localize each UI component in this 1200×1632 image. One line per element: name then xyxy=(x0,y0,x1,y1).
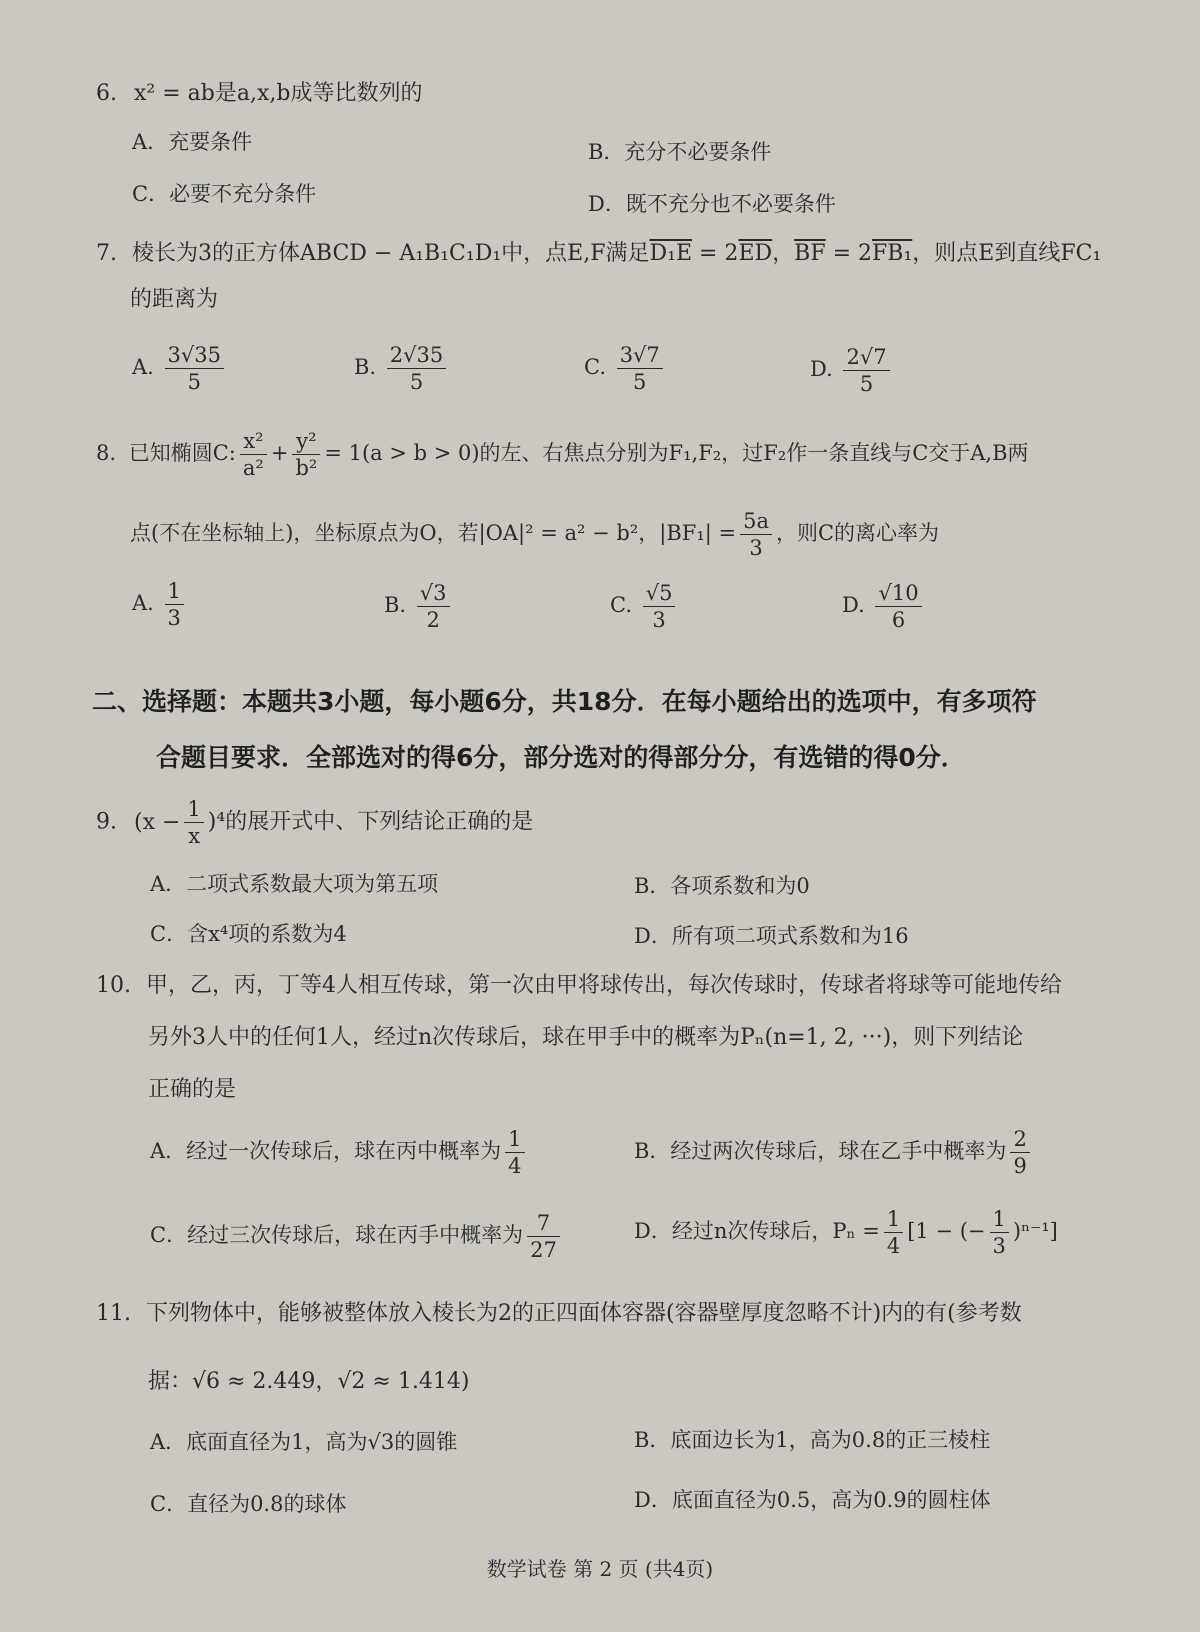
q8-fraction-5a xyxy=(740,508,772,561)
q10-stem-line2: 另外3人中的任何1人，经过n次传球后，球在甲手中的概率为Pₙ(n=1, 2, ···)，则下列结论 xyxy=(148,1025,1024,1050)
q8-text-a: 已知椭圆C: xyxy=(128,441,236,465)
q11-text-line1: 下列物体中，能够被整体放入棱长为2的正四面体容器(容器壁厚度忽略不计)内的有(参考数 xyxy=(146,1301,1022,1326)
q10-option-d-inner-denominator: 3 xyxy=(992,1234,1006,1258)
q9-text-pre: (x − xyxy=(134,809,181,835)
q8-option-b xyxy=(384,580,454,633)
q7-text-g: = 2 xyxy=(825,241,873,266)
q11-stem-line1 xyxy=(96,1300,1022,1328)
q7-option-a xyxy=(132,342,228,395)
q10-option-a-numerator: 1 xyxy=(505,1126,524,1153)
q6-text: x² = ab是a,x,b成等比数列的 xyxy=(134,81,423,106)
q7-option-d-label: D. xyxy=(810,357,833,381)
q10-option-d-denominator: 4 xyxy=(886,1234,901,1258)
q8-text-d: ，则C的离心率为 xyxy=(775,521,940,545)
q7-option-c-denominator: 5 xyxy=(633,370,647,394)
q8-option-c-fraction xyxy=(643,580,676,633)
q8-option-a-fraction xyxy=(165,578,184,631)
q8-option-a-denominator: 3 xyxy=(167,606,181,630)
q8-option-b-fraction xyxy=(417,580,450,633)
q7-option-a-numerator: 3√35 xyxy=(165,342,224,369)
q7-stem-line2: 的距离为 xyxy=(130,287,219,312)
q8-text-c: 点(不在坐标轴上)，坐标原点为O，若|OA|² = a² − b²，|BF₁| = xyxy=(130,521,737,545)
q7-option-c-label: C. xyxy=(584,355,606,379)
q8-option-b-denominator: 2 xyxy=(426,608,440,632)
q8-option-d-fraction xyxy=(875,580,921,633)
q7-vector-fb1: FB₁ xyxy=(872,241,913,266)
q10-option-a-fraction xyxy=(505,1126,524,1179)
q7-option-c-fraction xyxy=(617,342,663,395)
q7-option-d-fraction xyxy=(843,344,889,397)
q9-stem xyxy=(96,796,533,849)
q7-option-c-numerator: 3√7 xyxy=(617,342,663,369)
q11-option-b: B．底面边长为1，高为0.8的正三棱柱 xyxy=(634,1428,991,1452)
q10-option-b-denominator: 9 xyxy=(1013,1154,1027,1178)
q8-fraction-5a-denominator: 3 xyxy=(749,536,763,560)
q10-option-c-numerator: 7 xyxy=(527,1210,560,1237)
q8-fraction-y xyxy=(292,428,320,481)
q8-option-a-numerator: 1 xyxy=(165,578,184,605)
q8-option-a xyxy=(132,578,188,631)
q7-vector-ed: $\overline{ED}$ xyxy=(738,241,773,266)
section2-heading-line1: 二、选择题：本题共3小题，每小题6分，共18分．在每小题给出的选项中，有多项符 xyxy=(92,687,1037,716)
q7-option-a-fraction xyxy=(165,342,224,395)
q6-option-a: A．充要条件 xyxy=(132,130,253,154)
q9-option-b: B．各项系数和为0 xyxy=(634,874,810,898)
q8-option-c xyxy=(610,580,679,633)
q10-option-c-fraction xyxy=(527,1210,560,1263)
q10-option-d-numerator: 1 xyxy=(884,1206,903,1233)
q10-option-b-numerator: 2 xyxy=(1010,1126,1029,1153)
q10-option-c xyxy=(150,1210,564,1263)
q9-fraction-denominator: x xyxy=(188,824,201,848)
q11-option-a: A．底面直径为1，高为√3的圆锥 xyxy=(150,1430,458,1454)
q7-option-b-label: B. xyxy=(354,355,377,379)
q8-fraction-x-numerator: x² xyxy=(240,428,267,455)
q10-option-d xyxy=(634,1206,1058,1259)
q9-fraction-numerator: 1 xyxy=(184,796,203,823)
q11-option-c: C．直径为0.8的球体 xyxy=(150,1492,347,1516)
q10-option-d-inner-fraction xyxy=(990,1206,1009,1259)
q10-option-a-text: A．经过一次传球后，球在丙中概率为 xyxy=(150,1139,502,1163)
q8-option-c-numerator: √5 xyxy=(643,580,676,607)
q7-vector-bf: $\overline{BF}$ xyxy=(794,241,826,266)
q11-number: 11. xyxy=(96,1301,131,1326)
q9-text-post: )⁴的展开式中、下列结论正确的是 xyxy=(207,809,534,835)
q8-option-d xyxy=(842,580,926,633)
q10-stem-line1 xyxy=(96,972,1062,1000)
q10-option-b xyxy=(634,1126,1034,1179)
q10-text-line1: 甲，乙，丙，丁等4人相互传球，第一次由甲将球传出，每次传球时，传球者将球等可能地传给 xyxy=(146,973,1063,998)
q8-number: 8. xyxy=(96,441,117,465)
q10-option-b-fraction xyxy=(1010,1126,1029,1179)
q7-option-c xyxy=(584,342,667,395)
q8-plus: + xyxy=(270,441,289,465)
q7-vector-d1e: D₁E xyxy=(649,241,693,266)
q9-fraction xyxy=(184,796,203,849)
q10-option-d-bracket-open: [1 − (− xyxy=(907,1219,986,1243)
q8-stem-line1 xyxy=(96,428,1029,481)
q6-option-b: B．充分不必要条件 xyxy=(588,140,772,164)
q8-fraction-5a-numerator: 5a xyxy=(740,508,772,535)
page-footer: 数学试卷 第 2 页 (共4页) xyxy=(486,1557,714,1581)
q8-fraction-y-denominator: b² xyxy=(295,456,318,480)
q10-option-b-text: B．经过两次传球后，球在乙手中概率为 xyxy=(634,1139,1007,1163)
q11-stem-line2: 据：√6 ≈ 2.449，√2 ≈ 1.414) xyxy=(148,1369,470,1394)
q7-text-c: = 2 xyxy=(692,241,739,266)
q8-option-d-numerator: √10 xyxy=(875,580,921,607)
q9-option-a: A．二项式系数最大项为第五项 xyxy=(150,872,439,896)
q8-option-c-label: C. xyxy=(610,593,632,617)
q6-number: 6. xyxy=(96,81,117,106)
q7-option-d-denominator: 5 xyxy=(859,372,874,396)
q10-option-a xyxy=(150,1126,529,1179)
q7-option-d xyxy=(810,344,894,397)
section2-heading-line2: 合题目要求．全部选对的得6分，部分选对的得部分分，有选错的得0分． xyxy=(156,743,966,772)
q8-fraction-y-numerator: y² xyxy=(292,428,320,455)
q10-number: 10. xyxy=(96,973,131,998)
q10-option-c-text: C．经过三次传球后，球在丙手中概率为 xyxy=(150,1223,524,1247)
q9-option-d: D．所有项二项式系数和为16 xyxy=(634,924,909,948)
q10-option-d-text: D．经过n次传球后，Pₙ = xyxy=(634,1219,880,1243)
q8-option-d-denominator: 6 xyxy=(891,608,906,632)
q9-number: 9. xyxy=(96,809,117,835)
q11-option-d: D．底面直径为0.5，高为0.9的圆柱体 xyxy=(634,1488,991,1512)
q9-option-c: C．含x⁴项的系数为4 xyxy=(150,922,347,946)
q8-option-a-label: A. xyxy=(132,591,154,615)
q7-option-a-label: A. xyxy=(132,355,154,379)
q8-option-b-label: B. xyxy=(384,593,407,617)
q7-option-b xyxy=(354,342,450,395)
q7-stem-line1 xyxy=(96,240,1101,268)
q7-option-a-denominator: 5 xyxy=(187,370,201,394)
q8-option-d-label: D. xyxy=(842,593,865,617)
q8-text-b: = 1(a > b > 0)的左、右焦点分别为F₁,F₂，过F₂作一条直线与C交于A,B两 xyxy=(324,441,1029,465)
q8-fraction-x-denominator: a² xyxy=(242,456,264,480)
q7-text-a: 棱长为3的正方体ABCD − A₁B₁C₁D₁中，点E,F满足 xyxy=(132,241,650,266)
q6-option-c: C．必要不充分条件 xyxy=(132,182,317,206)
q10-option-d-inner-numerator: 1 xyxy=(990,1206,1009,1233)
q7-number: 7. xyxy=(96,241,117,266)
q8-option-b-numerator: √3 xyxy=(417,580,450,607)
q8-option-c-denominator: 3 xyxy=(652,608,666,632)
q7-text-e: ， xyxy=(772,241,795,266)
q7-option-b-fraction xyxy=(387,342,446,395)
q7-text-i: ，则点E到直线FC₁ xyxy=(912,241,1102,266)
q7-option-b-numerator: 2√35 xyxy=(387,342,446,369)
q10-option-a-denominator: 4 xyxy=(508,1154,522,1178)
q8-fraction-x xyxy=(240,428,267,481)
q10-stem-line3: 正确的是 xyxy=(148,1077,237,1102)
q6-stem xyxy=(96,80,422,108)
q7-option-d-numerator: 2√7 xyxy=(843,344,889,371)
q7-option-b-denominator: 5 xyxy=(409,370,424,394)
q8-stem-line2 xyxy=(130,508,939,561)
q10-option-c-denominator: 27 xyxy=(530,1238,557,1262)
q10-option-d-bracket-close: )ⁿ⁻¹] xyxy=(1012,1219,1058,1243)
q6-option-d: D．既不充分也不必要条件 xyxy=(588,192,836,216)
q10-option-d-fraction xyxy=(884,1206,903,1259)
